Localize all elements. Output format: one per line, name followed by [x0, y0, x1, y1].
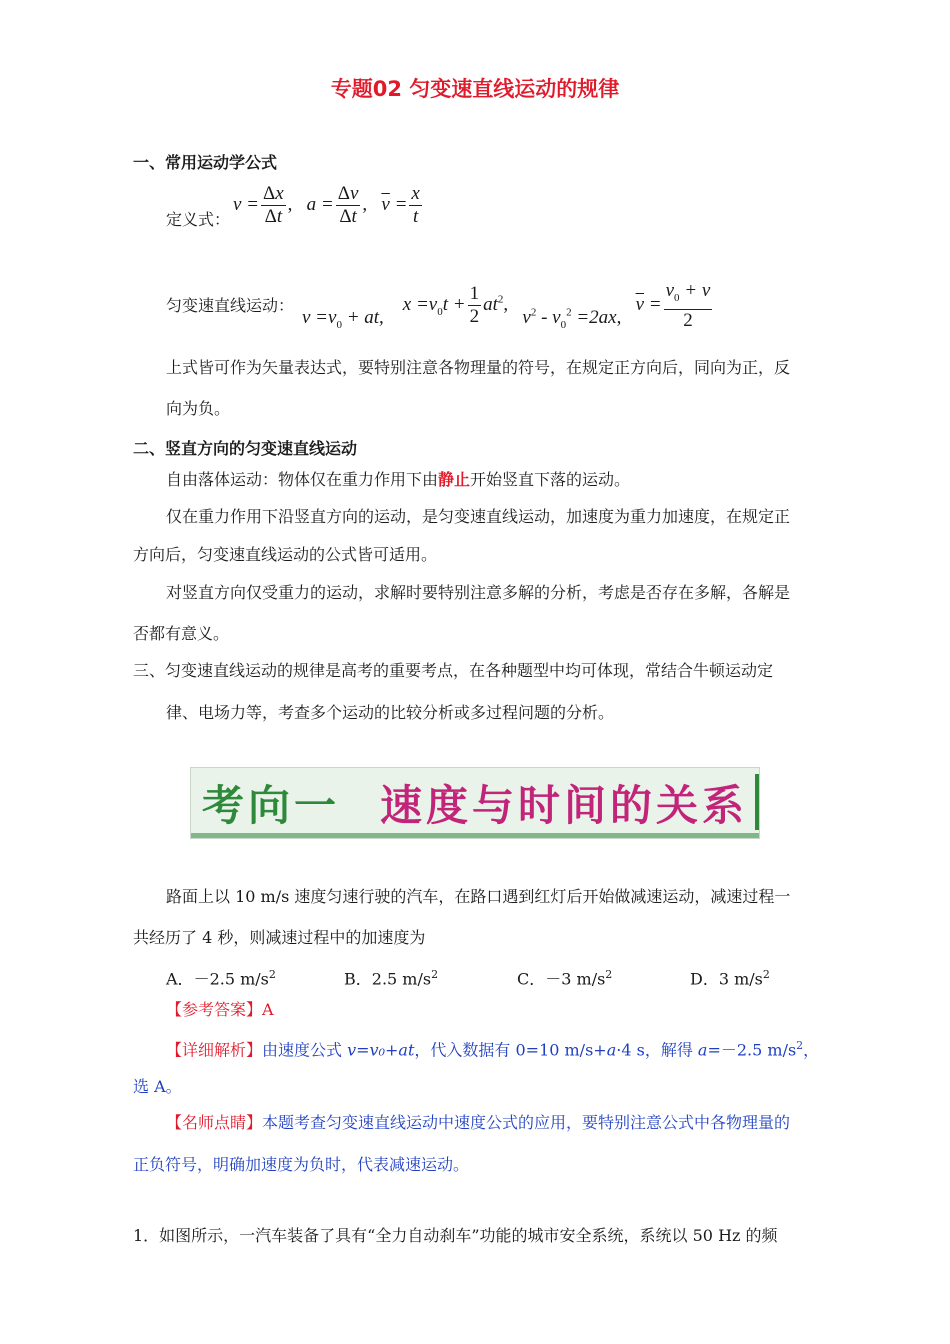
- teacher-tip-line-2: 正负符号，明确加速度为负时，代表减速运动。: [133, 1155, 470, 1174]
- uniform-motion-formulas: $v =v_0$ + at, $x =v_0t$ + $\frac{1}{2}$ $at^2$, $v^2 - v_0^2 =2ax$, $\overline{v}$ = $\frac{v_0 + v}{2}$: [302, 280, 711, 332]
- uniform-motion-label: 匀变速直线运动：: [166, 296, 295, 315]
- definition-label: 定义式：: [166, 210, 231, 229]
- analysis-line-2: 选 A。: [133, 1077, 182, 1096]
- example-question-line-1: 路面上以 10 m/s 速度匀速行驶的汽车，在路口遇到红灯后开始做减速运动，减速过程一: [166, 887, 791, 906]
- analysis-tag: 【详细解析】: [166, 1040, 263, 1060]
- teacher-tip: 【名师点睛】本题考查匀变速直线运动中速度公式的应用，要特别注意公式中各物理量的: [166, 1113, 791, 1132]
- velocity-formula: v=v₀+at: [347, 1040, 415, 1060]
- multi-solution-line-1: 对竖直方向仅受重力的运动，求解时要特别注意多解的分析，考虑是否存在多解，各解是: [166, 583, 791, 602]
- free-fall-text-b: 开始竖直下落的运动。: [470, 470, 631, 489]
- free-fall-paragraph: [166, 470, 630, 490]
- option-d: D．3 $m/s^2$: [690, 968, 770, 989]
- option-b: B．2.5 $m/s^2$: [344, 968, 439, 989]
- note-line-2: 向为负。: [166, 399, 231, 418]
- multi-solution-line-2: 否都有意义。: [133, 624, 230, 643]
- tip-tag: 【名师点睛】: [166, 1113, 263, 1132]
- static-emphasis: 静止: [438, 470, 471, 489]
- answer-tag: 【参考答案】: [166, 1000, 263, 1019]
- option-a: A．－2.5 $m/s^2$: [166, 968, 276, 989]
- section-3-line-2: 律、电场力等，考查多个运动的比较分析或多过程问题的分析。: [166, 703, 615, 722]
- example-question-line-2: 共经历了 4 秒，则减速过程中的加速度为: [133, 928, 426, 947]
- answer-value: A: [262, 1000, 274, 1019]
- note-line-1: 上式皆可作为矢量表达式，要特别注意各物理量的符号，在规定正方向后，同向为正，反: [166, 358, 791, 377]
- banner-right-text: 速度与时间的关系: [380, 781, 749, 830]
- gravity-para-line-1: 仅在重力作用下沿竖直方向的运动，是匀变速直线运动，加速度为重力加速度，在规定正: [166, 507, 791, 526]
- page-title: 专题02 匀变速直线运动的规律: [330, 77, 620, 101]
- question-1-line-1: 1．如图所示，一汽车装备了具有“全力自动刹车”功能的城市安全系统，系统以 50 Hz 的频: [133, 1226, 778, 1245]
- option-c: C．－3 $m/s^2$: [517, 968, 613, 989]
- definition-formulas: v = $\frac{\Delta x}{\Delta t}$ , a = $\frac{\Delta v}{\Delta t}$ , $\overline{v}$ = $\frac{x}{t}$: [233, 183, 420, 227]
- topic-banner: [190, 767, 760, 839]
- section-heading-1: 一、常用运动学公式: [133, 153, 278, 172]
- banner-edge-bar: [755, 774, 759, 830]
- section-heading-2: 二、竖直方向的匀变速直线运动: [133, 439, 358, 458]
- section-3-line-1: 三、匀变速直线运动的规律是高考的重要考点，在各种题型中均可体现，常结合牛顿运动定: [133, 661, 774, 680]
- banner-left-text: 考向一: [201, 781, 340, 830]
- free-fall-text-a: 自由落体运动：物体仅在重力作用下由: [166, 470, 439, 489]
- gravity-para-line-2: 方向后，匀变速直线运动的公式皆可适用。: [133, 545, 438, 564]
- reference-answer: [166, 1000, 274, 1020]
- detailed-analysis: 【详细解析】由速度公式 v=v₀+at，代入数据有 0=10 m/s+a·4 s，解得 a=－2.5 $m/s^2$，: [166, 1039, 820, 1060]
